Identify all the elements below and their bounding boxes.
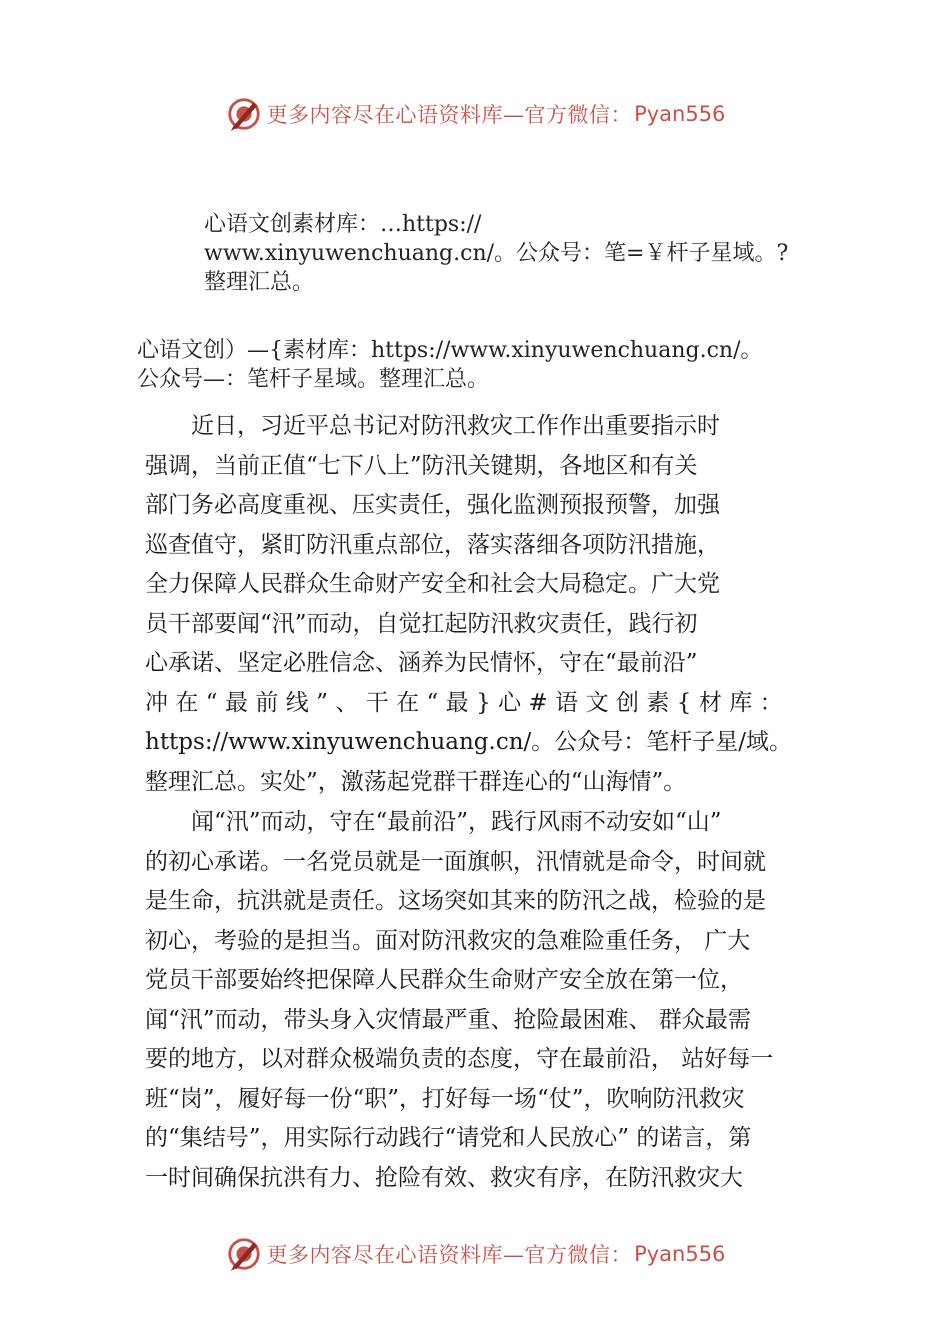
pen-logo-icon: [225, 95, 263, 133]
text-line: 班“岗”，履好每一份“职”，打好每一场“仗”，吹响防汛救灾: [145, 1085, 745, 1112]
watermark-text: 更多内容尽在心语资料库—官方微信：: [266, 1243, 633, 1267]
watermark-wechat-id: Pyan556: [634, 102, 726, 126]
note-line: 公众号—：笔杆子星域。整理汇总。: [137, 367, 490, 392]
pen-logo-icon: [225, 1235, 263, 1273]
text-line: 部门务必高度重视、压实责任，强化监测预报预警，加强: [145, 492, 720, 518]
text-line: 全力保障人民群众生命财产安全和社会大局稳定。广大党: [145, 571, 720, 597]
text-line: 闻“汛”而动，带头身入灾情最严重、抢险最困难、 群众最需: [145, 1006, 751, 1033]
paragraph-2: [145, 803, 815, 1198]
watermark-banner-top: [0, 92, 950, 136]
note-line: 心语文创素材库：…https://: [204, 212, 482, 237]
text-line: 员干部要闻“汛”而动，自觉扛起防汛救灾责任，践行初: [145, 610, 698, 637]
note-line: 整理汇总。: [204, 270, 315, 295]
source-note-middle: [137, 336, 763, 394]
watermark-text: 更多内容尽在心语资料库—官方微信：: [266, 103, 633, 127]
text-line: 党员干部要始终把保障人民群众生命财产安全放在第一位，: [145, 967, 743, 993]
text-line: 强调，当前正值“七下八上”防汛关键期，各地区和有关: [145, 452, 698, 479]
text-line: 巡查值守，紧盯防汛重点部位，落实落细各项防汛措施，: [145, 531, 720, 558]
paragraph-1: [145, 407, 815, 802]
text-line: 冲在“最前线”、干在“最}心#语文创素{材库：: [145, 689, 791, 716]
note-line: www.xinyuwenchuang.cn/。公众号：笔=￥杆子星域。?: [204, 241, 789, 266]
text-line: 是生命，抗洪就是责任。这场突如其来的防汛之战，检验的是: [145, 888, 766, 914]
text-line: 心承诺、坚定必胜信念、涵养为民情怀，守在“最前沿”: [145, 650, 698, 676]
text-line: 初心，考验的是担当。面对防汛救灾的急难险重任务， 广大: [145, 927, 751, 954]
text-line: 的“集结号”，用实际行动践行“请党和人民放心” 的诺言，第: [145, 1125, 752, 1151]
text-line: 近日，习近平总书记对防汛救灾工作作出重要指示时: [145, 413, 720, 439]
source-note-top: [204, 210, 788, 297]
text-line: 闻“汛”而动，守在“最前沿”，践行风雨不动安如“山”: [145, 809, 722, 835]
text-line: 整理汇总。实处”，激荡起党群干群连心的“山海情”。: [145, 768, 687, 795]
note-line: 心语文创）—{素材库：https://www.xinyuwenchuang.cn/。: [137, 338, 763, 363]
watermark-wechat-id: Pyan556: [634, 1242, 726, 1266]
text-line: 要的地方，以对群众极端负责的态度，守在最前沿， 站好每一: [145, 1046, 774, 1072]
text-line: 一时间确保抗洪有力、抢险有效、救灾有序，在防汛救灾大: [145, 1164, 743, 1191]
text-line: https://www.xinyuwenchuang.cn/。公众号：笔杆子星/域。: [145, 729, 793, 755]
text-line: 的初心承诺。一名党员就是一面旗帜，汛情就是命令，时间就: [145, 848, 766, 875]
watermark-banner-bottom: [0, 1232, 950, 1276]
